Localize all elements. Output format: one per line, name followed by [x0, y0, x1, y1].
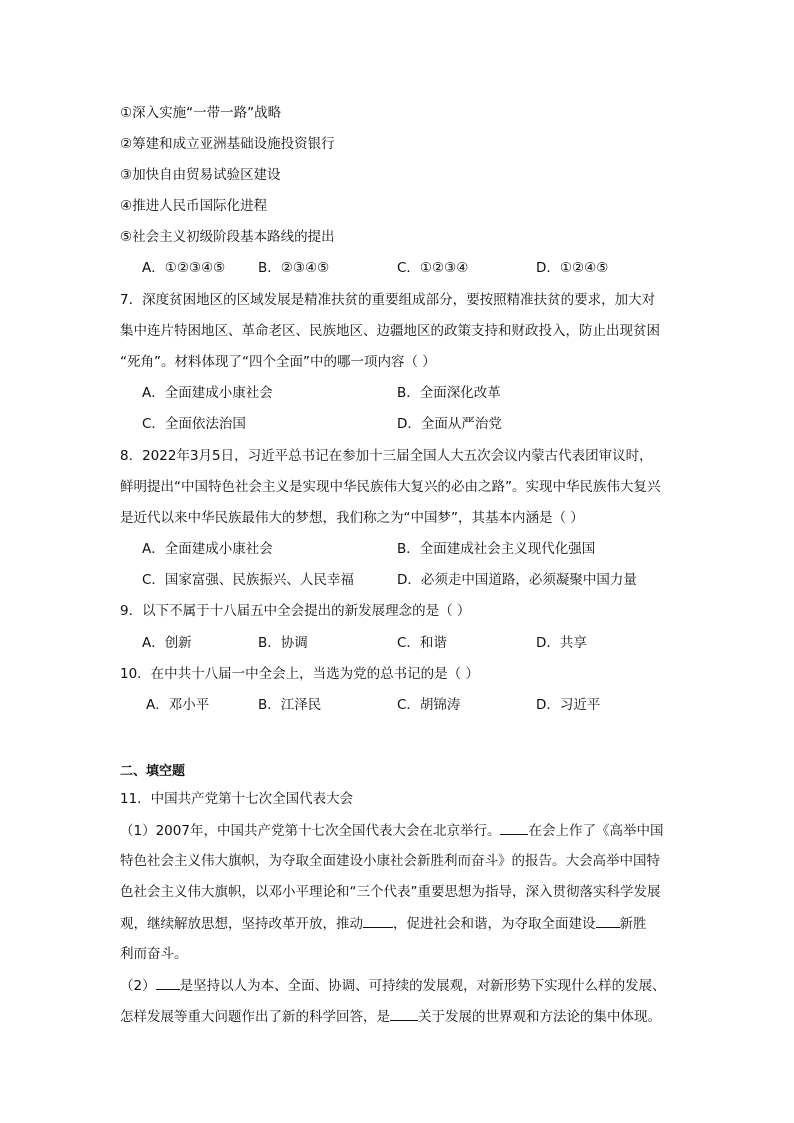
q11-part1-text-d: ，促进社会和谐，为夺取全面建设	[393, 916, 596, 932]
q8-stem-line-3: 是近代以来中华民族最伟大的梦想，我们称之为“中国梦”，其基本内涵是（ ）	[120, 510, 584, 526]
q6-option-c[interactable]: C．①②③④	[397, 260, 469, 276]
q10-stem: 10．在中共十八届一中全会上，当选为党的总书记的是（ ）	[120, 666, 479, 682]
q11-part1-line-5: 利而奋斗。	[120, 946, 188, 962]
q11-title: 11．中国共产党第十七次全国代表大会	[120, 791, 354, 807]
statement-5: ⑤社会主义初级阶段基本路线的提出	[120, 229, 335, 245]
q9-option-b[interactable]: B．协调	[258, 635, 308, 651]
statement-2: ②筹建和成立亚洲基础设施投资银行	[120, 136, 335, 152]
q10-option-a[interactable]: A．邓小平	[146, 697, 210, 713]
q11-part2-line-2	[120, 1007, 661, 1026]
q11-blank-3[interactable]	[596, 914, 620, 928]
q7-option-a[interactable]: A．全面建成小康社会	[142, 385, 273, 401]
q11-part1-text-b: 在会上作了《高举中国	[528, 823, 664, 839]
q8-stem-line-1: 8．2022年3月5日，习近平总书记在参加十三届全国人大五次会议内蒙古代表团审议时，	[120, 448, 653, 464]
q9-option-d[interactable]: D．共享	[536, 635, 587, 651]
q6-option-b[interactable]: B．②③④⑤	[258, 260, 330, 276]
q7-stem-line-3: “死角”。材料体现了“四个全面”中的哪一项内容（ ）	[120, 354, 436, 370]
q8-option-b[interactable]: B．全面建成社会主义现代化强国	[397, 541, 596, 557]
q11-blank-5[interactable]	[390, 1007, 418, 1021]
q10-option-c[interactable]: C．胡锦涛	[397, 697, 461, 713]
q8-stem-line-2: 鲜明提出“中国特色社会主义是实现中华民族伟大复兴的必由之路”。实现中华民族伟大复兴	[120, 479, 661, 495]
q11-part2-text-b: 是坚持以人为本、全面、协调、可持续的发展观，对新形势下实现什么样的发展、	[179, 978, 666, 994]
q11-blank-1[interactable]	[500, 821, 528, 835]
q11-part1-line-3: 色社会主义伟大旗帜，以邓小平理论和“三个代表”重要思想为指导，深入贯彻落实科学发展	[120, 884, 661, 900]
q11-part2-text-a: （2）	[120, 978, 156, 994]
q7-option-b[interactable]: B．全面深化改革	[397, 385, 501, 401]
q11-part1-text-c: 观，继续解放思想，坚持改革开放，推动	[120, 916, 363, 932]
q11-part2-text-c: 怎样发展等重大问题作出了新的科学回答，是	[120, 1009, 390, 1025]
q11-part2-text-d: 关于发展的世界观和方法论的集中体现。	[418, 1009, 661, 1025]
q11-part1-line-1	[120, 821, 663, 840]
section-title-fill-in: 二、填空题	[120, 764, 186, 779]
q11-blank-2[interactable]	[363, 914, 393, 928]
q11-part1-text-a: （1）2007年，中国共产党第十七次全国代表大会在北京举行。	[120, 823, 501, 839]
q6-option-a[interactable]: A．①②③④⑤	[142, 260, 226, 276]
q11-part1-text-e: 新胜	[619, 916, 647, 932]
q9-stem: 9．以下不属于十八届五中全会提出的新发展理念的是（ ）	[120, 603, 471, 619]
q11-part2-line-1	[120, 976, 666, 995]
q7-option-d[interactable]: D．全面从严治党	[397, 416, 502, 432]
statement-3: ③加快自由贸易试验区建设	[120, 167, 281, 183]
statement-1: ①深入实施“一带一路”战略	[120, 105, 282, 121]
q11-part1-line-4	[120, 914, 647, 933]
q10-option-b[interactable]: B．江泽民	[258, 697, 322, 713]
q7-option-c[interactable]: C．全面依法治国	[142, 416, 246, 432]
q9-option-a[interactable]: A．创新	[142, 635, 192, 651]
q9-option-c[interactable]: C．和谐	[397, 635, 447, 651]
q11-blank-4[interactable]	[156, 976, 180, 990]
q8-option-c[interactable]: C．国家富强、民族振兴、人民幸福	[142, 572, 354, 588]
q7-stem-line-1: 7．深度贫困地区的区域发展是精准扶贫的重要组成部分，要按照精准扶贫的要求，加大对	[120, 292, 656, 308]
statement-4: ④推进人民币国际化进程	[120, 198, 268, 214]
q7-stem-line-2: 集中连片特困地区、革命老区、民族地区、边疆地区的政策支持和财政投入，防止出现贫困	[120, 323, 660, 339]
q11-part1-line-2: 特色社会主义伟大旗帜，为夺取全面建设小康社会新胜利而奋斗》的报告。大会高举中国特	[120, 853, 660, 869]
q10-option-d[interactable]: D．习近平	[536, 697, 601, 713]
q8-option-d[interactable]: D．必须走中国道路，必须凝聚中国力量	[397, 572, 637, 588]
q6-option-d[interactable]: D．①②④⑤	[536, 260, 609, 276]
q8-option-a[interactable]: A．全面建成小康社会	[142, 541, 273, 557]
